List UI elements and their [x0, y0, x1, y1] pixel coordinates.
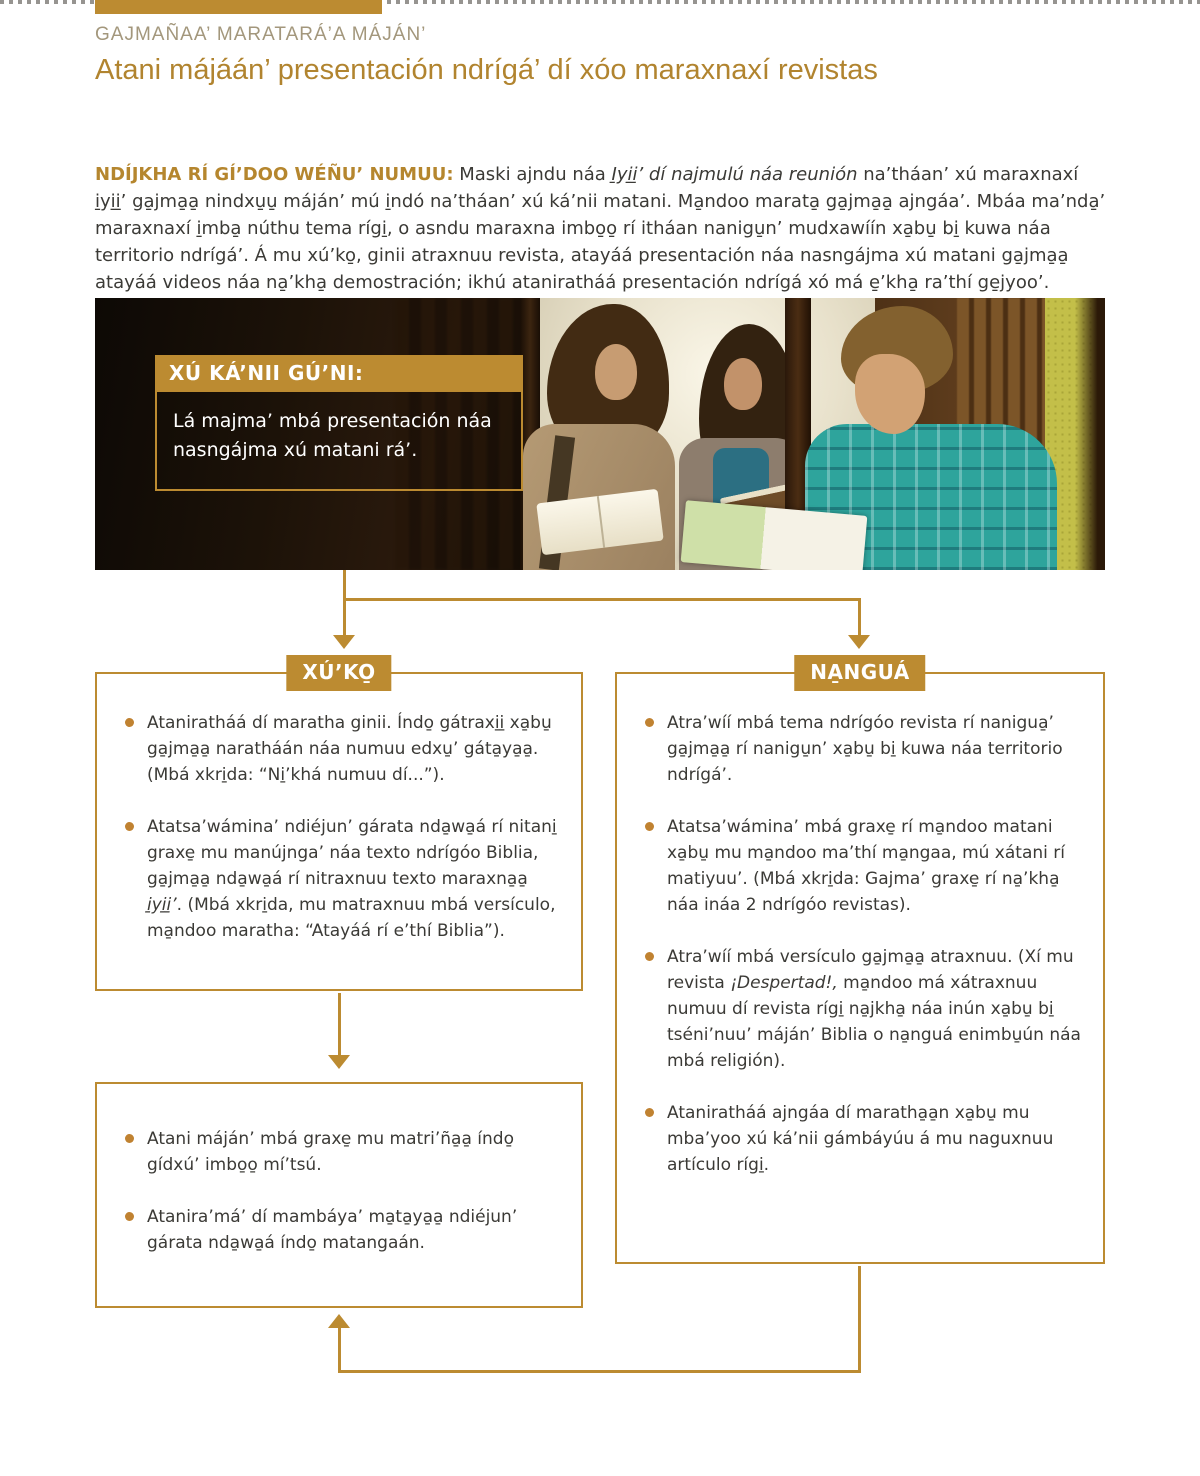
bullet-icon [125, 718, 134, 727]
connector-left-drop [343, 600, 346, 637]
caption-box-text: Lá majma’ mbá presentación náa nasngájma xú matani rá’. [155, 392, 523, 491]
flow-box-no [615, 660, 1105, 1264]
list-item [125, 1204, 559, 1256]
list-item [645, 814, 1081, 918]
connector-up-stem [338, 1328, 341, 1373]
bullet-icon [125, 822, 134, 831]
arrow-down-left-icon [333, 635, 355, 649]
intro-paragraph [95, 161, 1107, 296]
bullet-icon [125, 1212, 134, 1221]
list-item [125, 1126, 559, 1178]
connector-right-drop [858, 600, 861, 637]
bullet-icon [645, 952, 654, 961]
flow-box-yes [95, 660, 583, 991]
connector-top-horizontal [343, 598, 861, 601]
flow-box-yes-label: XÚ’KO̱ [286, 655, 391, 691]
top-gold-bar [95, 0, 382, 14]
bullet-text: Atra’wíí mbá versículo ga̱jma̱a̱ atraxnuu. (Xí mu revista ¡Despertad!, ma̱ndoo má xátraxnuu numuu dí revista rígi̱ na̱jkha̱ náa inún xa̱bu̱ bi̱ tséni’nuu’ máján’ Biblia o na̱nguá enimbu̱ún náa mbá religión). [667, 947, 1081, 1071]
connector-rbox-drop [858, 1266, 861, 1373]
list-item [645, 710, 1081, 788]
caption-box-title: XÚ KÁ’NII GÚ’NI: [155, 355, 523, 392]
bullet-text: Ataniratháá dí maratha ginii. Índo̱ gátraxi̱i̱ xa̱bu̱ ga̱jma̱a̱ naratháán náa numuu edxu̱’ gáta̱ya̱a̱. (Mbá xkri̱da: “Ni̱’khá numuu dí...”). [147, 713, 552, 785]
photo-caption-box [155, 355, 523, 491]
bullet-icon [645, 822, 654, 831]
flow-box-no-label: NA̱NGUÁ [794, 655, 925, 691]
arrow-down-mid-icon [328, 1055, 350, 1069]
connector-photo-stem [343, 570, 346, 601]
doorway-photo [95, 298, 1105, 570]
section-eyebrow: GAJMAÑAA’ MARATARÁ’A MÁJÁN’ [95, 24, 427, 45]
flow-box-followup-list [97, 1084, 581, 1256]
bullet-text: Atra’wíí mbá tema ndrígóo revista rí nanigua̱’ ga̱jma̱a̱ rí nanigu̱n’ xa̱bu̱ bi̱ kuwa náa territorio ndrígá’. [667, 713, 1063, 785]
flow-box-followup [95, 1082, 583, 1308]
connector-bottom-horizontal [338, 1370, 861, 1373]
list-item [645, 1100, 1081, 1178]
bullet-icon [645, 718, 654, 727]
connector-mid-drop [338, 993, 341, 1057]
intro-body: Maski ajndu náa I̱yi̱i̱’ dí najmulú náa reunión na’tháan’ xú maraxnaxí i̱yi̱i̱’ ga̱jma̱a̱ nindxu̱u̱ máján’ mú i̱ndó na’tháan’ xú ká’nii matani. Ma̱ndoo marata̱ ga̱jma̱a̱ ajngáa’. Mbáa ma’nda̱’ maraxnaxí i̱mba̱ núthu tema rígi̱, o asndu maraxna imbo̱o̱ rí itháan nanigu̱n’ mudxawíín xa̱bu̱ bi̱ kuwa náa territorio ndrígá’. Á mu xú’ko̱, ginii atraxnuu revista, atayáá presentación náa nasngájma xú matani ga̱jma̱a̱ atayáá videos náa na̱’kha̱ demostración; ikhú ataniratháá presentación ndrígá xó má e̱’kha̱ ra’thí ge̱jyoo’. [95, 164, 1106, 293]
bullet-icon [645, 1108, 654, 1117]
bullet-text: Atatsa’wámina’ mbá graxe̱ rí ma̱ndoo matani xa̱bu̱ mu ma̱ndoo ma’thí ma̱ngaa, mú xátani rí matiyuu’. (Mbá xkri̱da: Gajma’ graxe̱ rí na̱’kha̱ náa ináa 2 ndrígóo revistas). [667, 817, 1065, 915]
flow-box-yes-list [97, 674, 581, 944]
list-item [125, 814, 559, 944]
bullet-text: Ataniratháá ajngáa dí maratha̱a̱n xa̱bu̱ mu mba’yoo xú ká’nii gámbáyúu á mu naguxnuu artículo rígi̱. [667, 1103, 1054, 1175]
bullet-text: Atanira’má’ dí mambáya’ ma̱ta̱ya̱a̱ ndiéjun’ gárata nda̱wa̱á índo̱ matangaán. [147, 1207, 518, 1253]
list-item [645, 944, 1081, 1074]
arrow-down-right-icon [848, 635, 870, 649]
photo-right-edge-shadow [1075, 298, 1105, 570]
bullet-text: Atatsa’wámina’ ndiéjun’ gárata nda̱wa̱á rí nitani̱ graxe̱ mu manújnga’ náa texto ndrígóo Biblia, ga̱jma̱a̱ nda̱wa̱á rí nitraxnuu texto maraxna̱a̱ i̱yi̱i̱’. (Mbá xkri̱da, mu matraxnuu mbá versículo, ma̱ndoo maratha: “Atayáá rí e’thí Biblia”). [147, 817, 557, 941]
photo-woman2-face [724, 358, 762, 410]
flow-box-no-list [617, 674, 1103, 1178]
intro-lead: NDÍJKHA RÍ GÍ’DOO WÉÑU’ NUMUU: [95, 164, 454, 185]
page-title: Atani májáán’ presentación ndrígá’ dí xóo maraxnaxí revistas [95, 54, 878, 86]
list-item [125, 710, 559, 788]
bullet-text: Atani máján’ mbá graxe̱ mu matri’ña̱a̱ índo̱ gídxú’ imbo̱o̱ mí’tsú. [147, 1129, 514, 1175]
arrow-up-icon [328, 1314, 350, 1328]
photo-woman1-face [595, 344, 637, 400]
bullet-icon [125, 1134, 134, 1143]
